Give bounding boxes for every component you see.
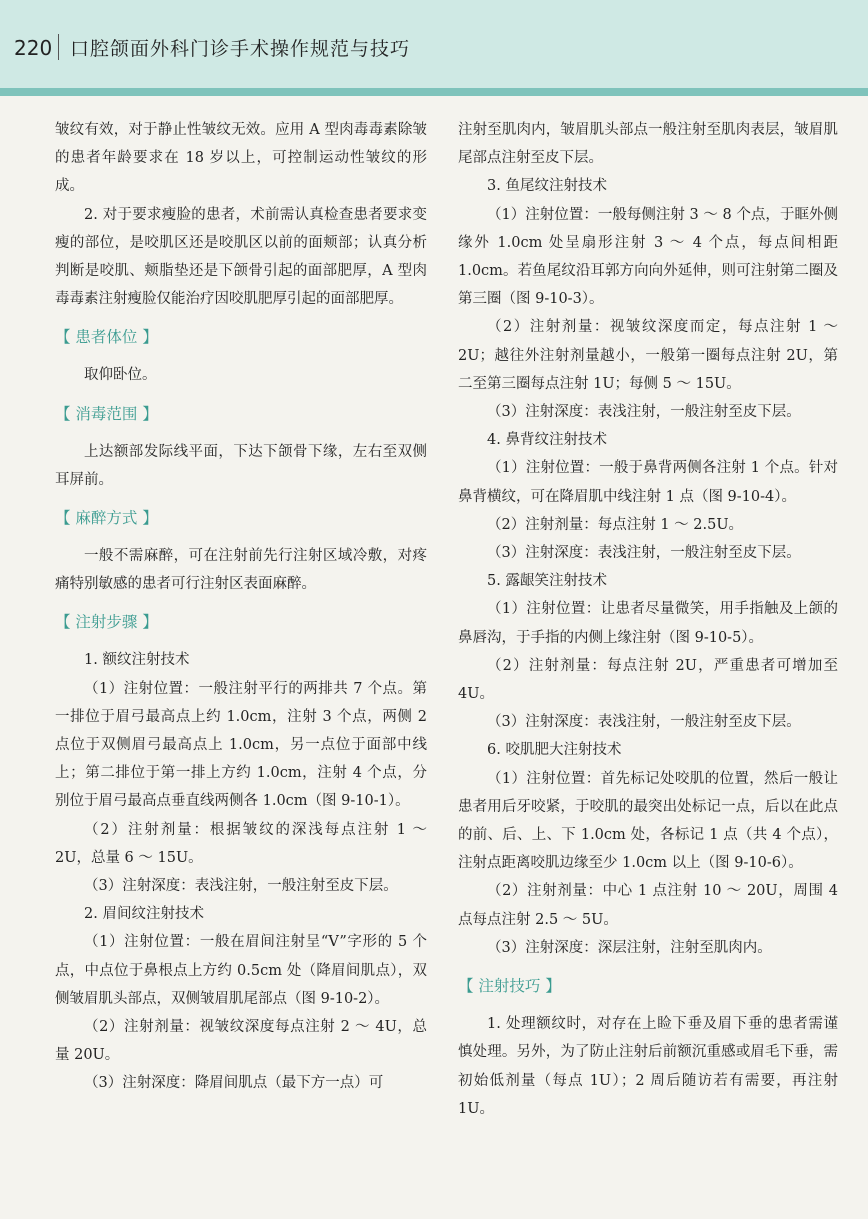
left-column (55, 116, 427, 1098)
section-heading-tips: 【 注射技巧 】 (458, 977, 561, 996)
paragraph: （3）注射深度：深层注射，注射至肌肉内。 (487, 939, 772, 956)
paragraph: （1）注射位置：一般在眉间注射呈“V”字形的 5 个点，中点位于鼻根点上方约 0.5cm 处（降眉间肌点），双侧皱眉肌头部点，双侧皱眉肌尾部点（图 9-10-2）。 (55, 934, 427, 1007)
paragraph: 一般不需麻醉，可在注射前先行注射区域冷敷，对疼痛特别敏感的患者可行注射区表面麻醉。 (55, 548, 427, 593)
subsection-title: 3. 鱼尾纹注射技术 (487, 178, 607, 195)
subsection-title: 6. 咬肌肥大注射技术 (487, 742, 622, 759)
subsection-title: 2. 眉间纹注射技术 (84, 906, 204, 923)
paragraph: 皱纹有效，对于静止性皱纹无效。应用 A 型肉毒毒素除皱的患者年龄要求在 18 岁以上，可控制运动性皱纹的形成。 (55, 122, 427, 195)
paragraph: （3）注射深度：降眉间肌点（最下方一点）可 (84, 1075, 384, 1092)
page-number: 220 (14, 36, 53, 60)
subsection-title: 4. 鼻背纹注射技术 (487, 432, 607, 449)
paragraph: 注射至肌肉内，皱眉肌头部点一般注射至肌肉表层，皱眉肌尾部点注射至皮下层。 (458, 122, 838, 167)
header-stripe (0, 88, 868, 96)
paragraph: （3）注射深度：表浅注射，一般注射至皮下层。 (487, 545, 801, 562)
paragraph: （2）注射剂量：中心 1 点注射 10 ～ 20U，周围 4 点每点注射 2.5 ～ 5U。 (458, 883, 838, 928)
book-title: 口腔颌面外科门诊手术操作规范与技巧 (70, 38, 411, 60)
paragraph: 2. 对于要求瘦脸的患者，术前需认真检查患者要求变瘦的部位，是咬肌区还是咬肌区以前的面颊部；认真分析判断是咬肌、颊脂垫还是下颌骨引起的面部肥厚，A 型肉毒毒素注射瘦脸仅能治疗因咬肌肥厚引起的面部肥厚。 (55, 206, 427, 308)
paragraph: （2）注射剂量：视皱纹深度每点注射 2 ～ 4U，总量 20U。 (55, 1019, 427, 1064)
paragraph: （3）注射深度：表浅注射，一般注射至皮下层。 (487, 404, 801, 421)
right-column (458, 116, 838, 1123)
paragraph: （1）注射位置：一般注射平行的两排共 7 个点。第一排位于眉弓最高点上约 1.0cm，注射 3 个点，两侧 2 点位于双侧眉弓最高点上 1.0cm，另一点位于面部中线上；第二排位于第一排上方约 1.0cm，注射 4 个点，分别位于眉弓最高点垂直线两侧各 1.0cm（图 9-10-1）。 (55, 680, 427, 810)
paragraph: （2）注射剂量：视皱纹深度而定，每点注射 1 ～ 2U；越往外注射剂量越小，一般第一圈每点注射 2U，第二至第三圈每点注射 1U；每侧 5 ～ 15U。 (458, 319, 838, 392)
paragraph: （1）注射位置：首先标记处咬肌的位置，然后一般让患者用后牙咬紧，于咬肌的最突出处标记一点，后以在此点的前、后、上、下 1.0cm 处，各标记 1 点（共 4 个点），注射点距离咬肌边缘至少 1.0cm 以上（图 9-10-6）。 (458, 770, 838, 872)
paragraph: （2）注射剂量：根据皱纹的深浅每点注射 1 ～ 2U，总量 6 ～ 15U。 (55, 821, 427, 866)
header-divider (58, 34, 59, 60)
paragraph: （3）注射深度：表浅注射，一般注射至皮下层。 (487, 714, 801, 731)
paragraph: （2）注射剂量：每点注射 2U，严重患者可增加至 4U。 (458, 657, 838, 703)
paragraph: （1）注射位置：一般于鼻背两侧各注射 1 个点。针对鼻背横纹，可在降眉肌中线注射 1 点（图 9-10-4）。 (458, 460, 838, 505)
section-heading-steps: 【 注射步骤 】 (55, 613, 158, 632)
subsection-title: 5. 露龈笑注射技术 (487, 573, 607, 590)
paragraph: （1）注射位置：一般每侧注射 3 ～ 8 个点，于眶外侧缘外 1.0cm 处呈扇形注射 3 ～ 4 个点，每点间相距 1.0cm。若鱼尾纹沿耳郭方向向外延伸，则可注射第二圈及第三圈（图 9-10-3）。 (458, 206, 838, 308)
paragraph: 上达额部发际线平面，下达下颌骨下缘，左右至双侧耳屏前。 (55, 443, 427, 488)
subsection-title: 1. 额纹注射技术 (84, 652, 190, 669)
section-heading-position: 【 患者体位 】 (55, 328, 158, 347)
section-heading-anesthesia: 【 麻醉方式 】 (55, 509, 158, 528)
paragraph: （2）注射剂量：每点注射 1 ～ 2.5U。 (487, 516, 744, 533)
paragraph: （1）注射位置：让患者尽量微笑，用手指触及上颌的鼻唇沟，于手指的内侧上缘注射（图 9-10-5）。 (458, 601, 838, 646)
paragraph: 1. 处理额纹时，对存在上睑下垂及眉下垂的患者需谨慎处理。另外，为了防止注射后前额沉重感或眉毛下垂，需初始低剂量（每点 1U）；2 周后随访若有需要，再注射 1U。 (458, 1016, 838, 1117)
section-heading-disinfect: 【 消毒范围 】 (55, 404, 158, 423)
paragraph: （3）注射深度：表浅注射，一般注射至皮下层。 (84, 878, 398, 895)
paragraph: 取仰卧位。 (84, 367, 157, 384)
